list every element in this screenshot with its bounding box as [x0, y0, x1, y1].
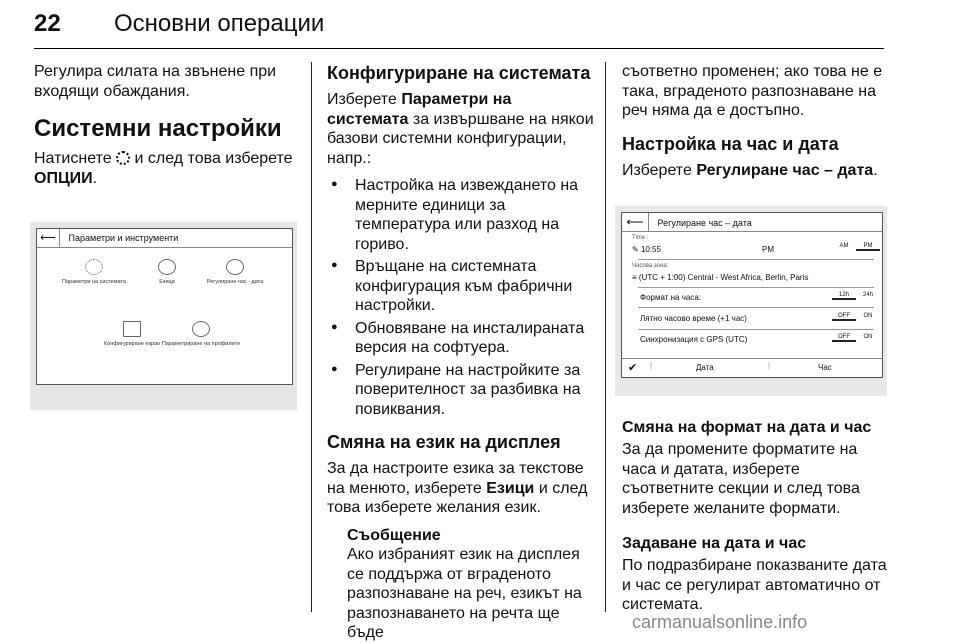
clock-icon	[226, 259, 244, 275]
list-item: ● Връщане на системната конфигурация към фабрични настройки.	[327, 257, 595, 316]
column-3-lower	[622, 418, 890, 623]
settings-gear-icon	[116, 151, 130, 165]
time-date-screen-image	[615, 206, 887, 396]
settings-screen-image	[30, 222, 297, 410]
checkmark-icon[interactable]: ✔	[628, 362, 638, 374]
bottom-tab-bar: ✔ | Дата | Час	[622, 358, 882, 377]
arrow-left-icon[interactable]: ⟵	[622, 213, 649, 231]
divider	[638, 307, 874, 308]
timezone-label: Часова зона:	[632, 263, 669, 269]
list-item: ● Обновяване на инсталираната версия на софтуера.	[327, 319, 595, 358]
pencil-icon: ✎	[632, 245, 639, 254]
column-2	[327, 62, 595, 643]
list-item: ● Регулиране на настройките за поверителност за разбивка на повиквания.	[327, 361, 595, 420]
column-divider	[605, 62, 606, 612]
gps-sync-label: Синхронизация с GPS (UTC)	[640, 335, 748, 344]
page-title: Основни операции	[114, 10, 325, 37]
divider	[638, 329, 874, 330]
arrow-left-icon[interactable]: ⟵	[37, 229, 60, 247]
tab-date[interactable]: Дата	[696, 363, 714, 372]
timezone-value[interactable]: ≡ (UTC + 1:00) Central - West Africa, Berlin, Paris	[632, 273, 809, 282]
user-icon	[192, 321, 210, 337]
divider	[638, 287, 874, 288]
continued-text: съответно променен; ако това не е така, вграденото разпознаване на реч няма да е достъпно.	[622, 63, 883, 119]
format-title: Смяна на формат на дата и час	[622, 419, 872, 436]
time-title: Настройка на час и дата	[622, 133, 839, 154]
dst-switch[interactable]: OFF ON	[832, 313, 882, 323]
hour-format-label: Формат на часа:	[640, 293, 702, 302]
list-item: ● Настройка на извеждането на мерните единици за температура или разход на гориво.	[327, 176, 595, 254]
section-title: Системни настройки	[34, 115, 282, 142]
column-divider	[311, 62, 312, 612]
time-date-item[interactable]: Регулиране час - дата	[195, 259, 275, 285]
config-title: Конфигуриране на системата	[327, 63, 591, 83]
instruction: Натиснете и след това изберете ОПЦИИ.	[34, 150, 293, 187]
format-text: За да промените форматите на часа и датата, изберете съответните секции и след това изберете желаните формати.	[622, 441, 860, 517]
gps-sync-switch[interactable]: OFF ON	[832, 334, 882, 344]
dst-label: Лятно часово време (+1 час)	[640, 314, 747, 323]
column-1	[34, 62, 296, 196]
language-title: Смяна на език на дисплея	[327, 432, 561, 452]
screen-title-bar: ⟵ Параметри и инструменти	[37, 229, 292, 248]
set-text: По подразбиране показваните дата и час се регулират автоматично от системата.	[622, 557, 887, 613]
note-box	[347, 526, 595, 643]
time-value[interactable]: ✎ 10:55	[632, 245, 661, 254]
set-title: Задаване на дата и час	[622, 535, 807, 552]
monitor-icon	[123, 321, 141, 337]
hour-format-switch[interactable]: 12h 24h	[832, 292, 882, 302]
screen-title-bar: ⟵ Регулиране час – дата	[622, 213, 882, 232]
languages-item[interactable]: Езици	[147, 259, 187, 285]
system-settings-item[interactable]: Параметри на системата	[59, 259, 129, 285]
speech-bubble-icon	[158, 259, 176, 275]
profiles-item[interactable]: Параметриране на профилите	[161, 321, 241, 347]
period-value: PM	[762, 245, 774, 254]
column-3	[622, 62, 890, 188]
page-number: 22	[34, 10, 61, 37]
options-label: ОПЦИИ	[34, 169, 93, 187]
page-header	[34, 10, 325, 38]
time-label: Time :	[632, 235, 649, 241]
note-title: Съобщение	[347, 526, 441, 544]
time-date-panel	[621, 212, 883, 378]
watermark: carmanualsonline.info	[632, 612, 808, 632]
time-text: Изберете Регулиране час – дата.	[622, 161, 878, 179]
am-pm-switch[interactable]: AM PM	[832, 243, 882, 253]
note-text: Ако избраният език на дисплея се поддържа от вграденото разпознаване на реч, езикът на разпознаването на речта ще бъде	[347, 546, 582, 641]
divider	[638, 259, 874, 260]
tab-time[interactable]: Час	[818, 363, 832, 372]
language-text: За да настроите езика за текстове на менюто, изберете Езици и след това изберете желания език.	[327, 460, 588, 516]
screen-config-item[interactable]: Конфигуриране екран	[97, 321, 167, 347]
header-rule	[34, 48, 884, 49]
list-icon: ≡	[632, 273, 637, 282]
config-text: Изберете Параметри на системата за извършване на някои базови системни конфигурации, напр.:	[327, 91, 594, 167]
settings-panel	[36, 228, 293, 385]
config-list	[327, 176, 595, 419]
gear-icon	[85, 259, 103, 275]
intro-text: Регулира силата на звънене при входящи обаждания.	[34, 63, 277, 100]
